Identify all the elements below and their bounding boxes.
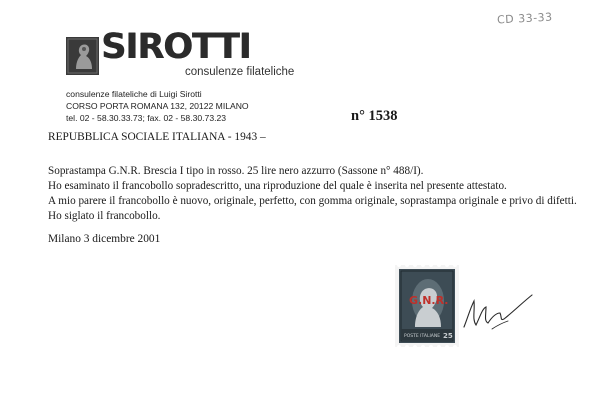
svg-text:POSTE ITALIANE: POSTE ITALIANE: [404, 334, 441, 339]
logo-wordmark: SIROTTI: [101, 27, 251, 67]
body-line: Ho esaminato il francobollo sopradescritto, una riproduzione del quale è inserita nel presente attestato.: [48, 180, 507, 192]
company-phone: tel. 02 - 58.30.33.73; fax. 02 - 58.30.73.23: [66, 113, 227, 124]
svg-text:G.N.R.: G.N.R.: [409, 294, 449, 307]
company-address: CORSO PORTA ROMANA 132, 20122 MILANO: [66, 101, 249, 112]
company-address-block: [66, 88, 249, 125]
certificate-body: [48, 164, 593, 224]
body-line: A mio parere il francobollo è nuovo, originale, perfetto, con gomma originale, soprastampa originale e privo di difetti.: [48, 195, 577, 207]
body-line: Ho siglato il francobollo.: [48, 210, 161, 222]
issue-header: REPUBBLICA SOCIALE ITALIANA - 1943 –: [48, 131, 266, 143]
svg-text:25: 25: [443, 332, 453, 340]
logo-portrait-icon: [66, 37, 99, 75]
logo-subtitle: consulenze filateliche: [185, 66, 295, 78]
stamp-image: [395, 265, 459, 347]
company-name: consulenze filateliche di Luigi Sirotti: [66, 89, 202, 99]
body-line: Soprastampa G.N.R. Brescia I tipo in rosso. 25 lire nero azzurro (Sassone n° 488/I).: [48, 165, 424, 177]
pencil-annotation: CD 33-33: [496, 10, 553, 27]
certificate-number: n° 1538: [351, 108, 398, 124]
signature: [456, 287, 536, 337]
place-date: Milano 3 dicembre 2001: [48, 233, 161, 245]
